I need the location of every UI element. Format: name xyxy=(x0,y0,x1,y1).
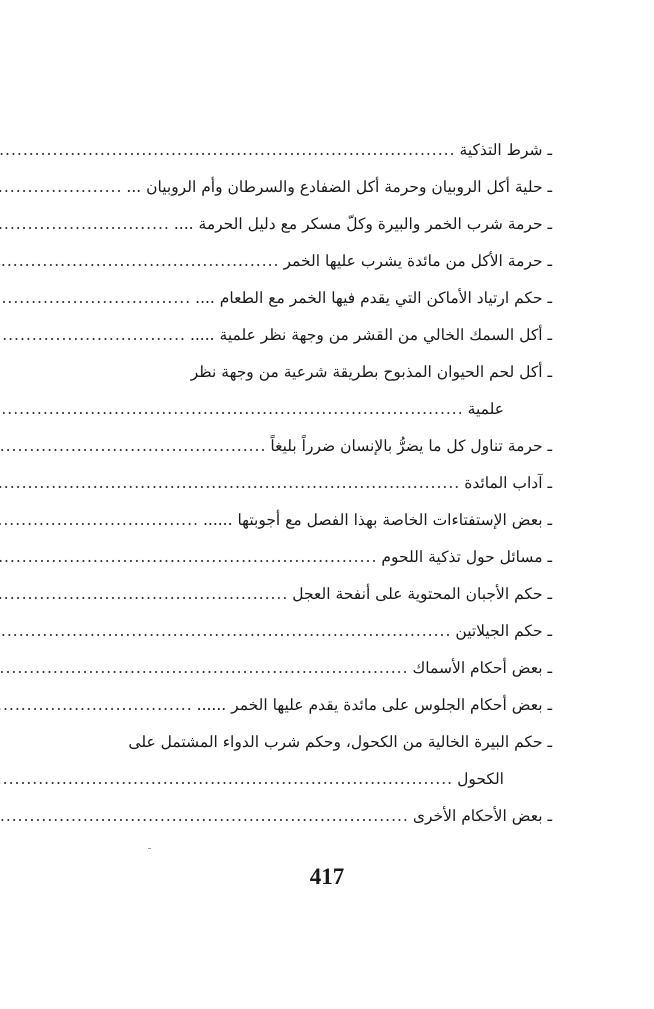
toc-entry-title: ـ أكل السمك الخالي من القشر من وجهة نظر علمية ..... xyxy=(189,326,552,344)
toc-entry-title: ـ بعض الأحكام الأخرى xyxy=(412,807,552,825)
dot-leader xyxy=(0,576,292,613)
toc-entry-title: ـ مسائل حول تذكية اللحوم xyxy=(381,548,552,566)
page-number: 417 xyxy=(309,864,345,889)
toc-entry-title: ـ حكم الجيلاتين xyxy=(455,622,552,640)
dot-leader xyxy=(0,539,381,576)
toc-entry-title-continued: علمية xyxy=(467,400,504,418)
toc-entry xyxy=(108,502,552,539)
toc-entry xyxy=(108,539,552,576)
toc-entry xyxy=(108,465,552,502)
margin-mark xyxy=(148,848,151,849)
dot-leader xyxy=(0,391,468,428)
dot-leader xyxy=(0,169,126,206)
toc-entry xyxy=(108,576,552,613)
dot-leader xyxy=(0,798,413,835)
dot-leader xyxy=(0,761,457,798)
toc-entry xyxy=(108,724,552,798)
dot-leader xyxy=(0,465,464,502)
toc-entry xyxy=(108,243,552,280)
dot-leader xyxy=(0,613,455,650)
toc-entry xyxy=(108,428,552,465)
toc-entry-title: ـ آداب المائدة xyxy=(464,474,552,492)
dot-leader xyxy=(0,650,413,687)
toc-entry-title: ـ بعض أحكام الجلوس على مائدة يقدم عليها الخمر ...... xyxy=(196,696,552,714)
dot-leader xyxy=(0,280,195,317)
toc-entry xyxy=(108,206,552,243)
toc-entry-title: ـ بعض الإستفتاءات الخاصة بهذا الفصل مع أجوبتها ...... xyxy=(202,511,552,529)
dot-leader xyxy=(0,243,284,280)
toc-entry-title: ـ بعض أحكام الأسماك xyxy=(412,659,552,677)
toc-entry-title: ـ حرمة تناول كل ما يضرُّ بالإنسان ضرراً بليغاً xyxy=(270,437,552,455)
toc-entry xyxy=(108,687,552,724)
toc-entry xyxy=(108,169,552,206)
dot-leader xyxy=(0,206,174,243)
toc-entry xyxy=(108,798,552,835)
dot-leader xyxy=(0,317,190,354)
toc-entry-title: ـ أكل لحم الحيوان المذبوح بطريقة شرعية من وجهة نظر xyxy=(190,363,552,381)
toc-entry xyxy=(108,354,552,428)
toc-entry-title-continued: الكحول xyxy=(457,770,504,788)
toc-entry-title: ـ حكم ارتياد الأماكن التي يقدم فيها الخمر مع الطعام .... xyxy=(195,289,552,307)
toc-entry-title: ـ حكم الأجبان المحتوية على أنفحة العجل xyxy=(292,585,552,603)
dot-leader xyxy=(0,687,197,724)
toc-entry-title: ـ حرمة الأكل من مائدة يشرب عليها الخمر xyxy=(283,252,552,270)
toc-entry xyxy=(108,650,552,687)
toc-entry-title: ـ حكم البيرة الخالية من الكحول، وحكم شرب الدواء المشتمل على xyxy=(128,733,552,751)
dot-leader xyxy=(0,502,203,539)
table-of-contents xyxy=(108,132,552,835)
toc-entry xyxy=(108,132,552,169)
toc-entry-title: ـ حرمة شرب الخمر والبيرة وكلّ مسكر مع دليل الحرمة .... xyxy=(173,215,552,233)
dot-leader xyxy=(0,428,270,465)
toc-entry-title: ـ حلية أكل الروبيان وحرمة أكل الضفادع والسرطان وأم الروبيان ... xyxy=(126,178,552,196)
toc-entry xyxy=(108,280,552,317)
toc-entry-title: ـ شرط التذكية xyxy=(459,141,552,159)
dot-leader xyxy=(0,132,460,169)
toc-entry xyxy=(108,613,552,650)
toc-entry xyxy=(108,317,552,354)
